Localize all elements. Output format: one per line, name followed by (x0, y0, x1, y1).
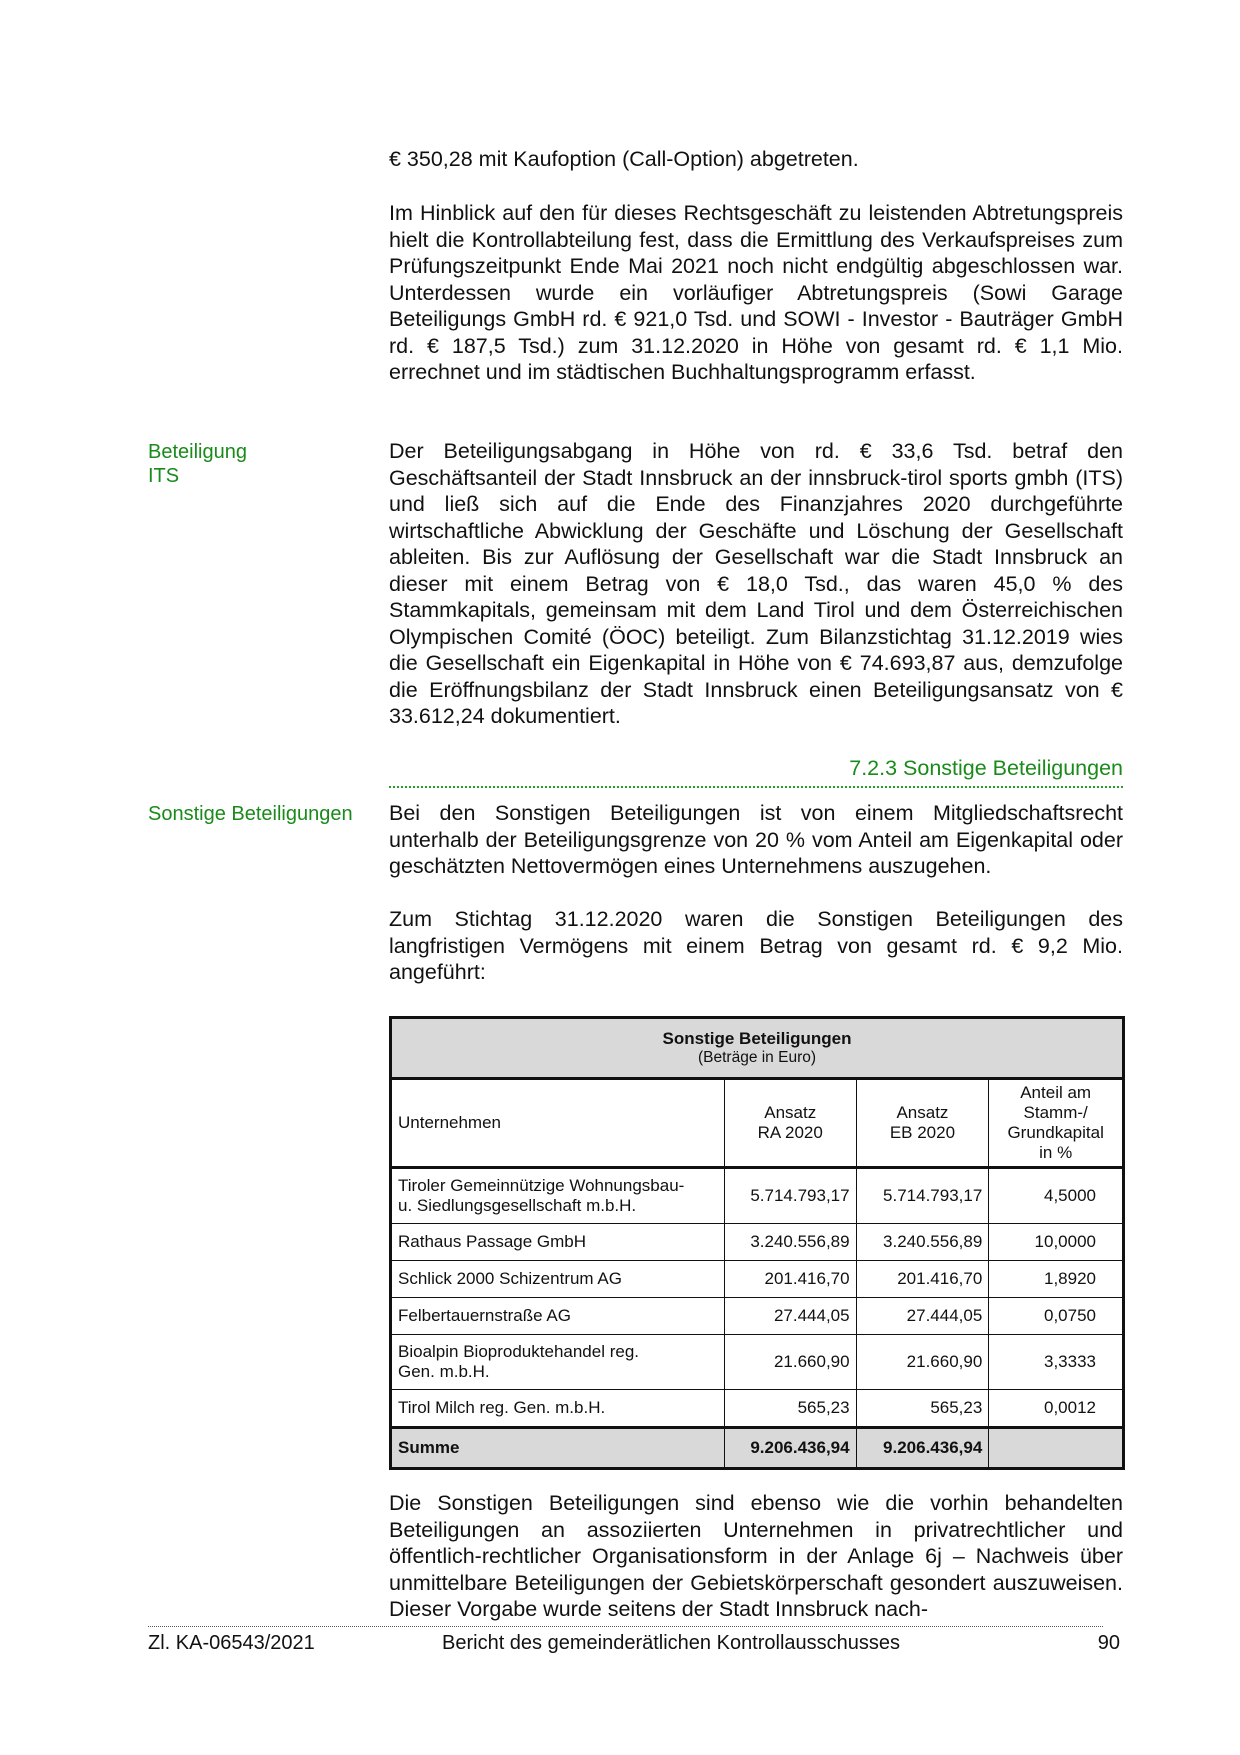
paragraph-text: € 350,28 mit Kaufoption (Call-Option) abgetreten. (389, 147, 859, 171)
margin-label-beteiligung-its (148, 440, 247, 488)
company-line: Gen. m.b.H. (398, 1362, 490, 1381)
cell-eb: 201.416,70 (856, 1261, 989, 1298)
margin-label-sonstige: Sonstige Beteiligungen (148, 803, 353, 825)
cell-eb: 565,23 (856, 1390, 989, 1428)
cell-pct: 10,0000 (989, 1224, 1124, 1261)
table-sum-row (391, 1428, 1124, 1469)
header-line: Grundkapital (1007, 1123, 1104, 1142)
sonstige-beteiligungen-table (389, 1016, 1125, 1470)
cell-eb: 5.714.793,17 (856, 1168, 989, 1224)
table-row (391, 1224, 1124, 1261)
footer-title: Bericht des gemeinderätlichen Kontrollausschusses (442, 1632, 901, 1654)
cell-ra: 565,23 (724, 1390, 856, 1428)
cell-ra: 201.416,70 (724, 1261, 856, 1298)
page-number: 90 (1097, 1632, 1120, 1654)
company-line: Bioalpin Bioproduktehandel reg. (398, 1342, 640, 1361)
header-line: Ansatz (896, 1103, 949, 1122)
column-header-ra (724, 1079, 856, 1168)
cell-pct: 1,8920 (989, 1261, 1124, 1298)
cell-eb: 21.660,90 (856, 1335, 989, 1390)
cell-pct: 0,0012 (989, 1390, 1124, 1428)
sum-label: Summe (391, 1428, 725, 1469)
header-line: EB 2020 (889, 1123, 956, 1142)
section-divider (389, 786, 1123, 788)
table-title-row (391, 1018, 1124, 1079)
header-line: in % (1039, 1143, 1073, 1162)
section-heading: 7.2.3 Sonstige Beteiligungen (849, 756, 1123, 780)
cell-eb: 27.444,05 (856, 1298, 989, 1335)
cell-company: Rathaus Passage GmbH (391, 1224, 725, 1261)
column-header-company: Unternehmen (391, 1079, 725, 1168)
header-line: Stamm-/ (1023, 1103, 1088, 1122)
sum-pct (989, 1428, 1124, 1469)
table-title (391, 1018, 1124, 1079)
cell-company: Schlick 2000 Schizentrum AG (391, 1261, 725, 1298)
paragraph-abtretungspreis (389, 200, 1123, 386)
paragraph-call-option (389, 146, 1123, 173)
paragraph-sonstige-definition (389, 800, 1123, 880)
cell-company: Felbertauernstraße AG (391, 1298, 725, 1335)
paragraph-its (389, 438, 1123, 730)
sum-ra: 9.206.436,94 (724, 1428, 856, 1469)
paragraph-stichtag (389, 906, 1123, 986)
margin-label-line: ITS (148, 465, 180, 487)
table-title-text: Sonstige Beteiligungen (662, 1029, 852, 1048)
cell-company (391, 1335, 725, 1390)
table-row (391, 1390, 1124, 1428)
paragraph-text: Der Beteiligungsabgang in Höhe von rd. € 33,6 Tsd. betraf den Geschäftsanteil der Stadt Innsbruck an der innsbruck-tirol sports gmbh (ITS) und ließ sich auf die Ende des Finanzjahres 2020 durchgeführte wirtschaftliche Abwicklung der Geschäfte und Löschung der Gesellschaft ableiten. Bis zur Auflösung der Gesellschaft war die Stadt Innsbruck an dieser mit einem Betrag von € 18,0 Tsd., das waren 45,0 % des Stammkapitals, gemeinsam mit dem Land Tirol und dem Österreichischen Olympischen Comité (ÖOC) beteiligt. Zum Bilanzstichtag 31.12.2019 wies die Gesellschaft ein Eigenkapital in Höhe von € 74.693,87 aus, demzufolge die Eröffnungsbilanz der Stadt Innsbruck einen Beteiligungsansatz von € 33.612,24 dokumentiert. (389, 439, 1123, 728)
cell-company: Tirol Milch reg. Gen. m.b.H. (391, 1390, 725, 1428)
header-line: Anteil am (1020, 1083, 1092, 1102)
cell-ra: 5.714.793,17 (724, 1168, 856, 1224)
paragraph-text: Die Sonstigen Beteiligungen sind ebenso wie die vorhin behandelten Beteiligungen an assoziierten Unternehmen in privatrechtlicher und öffentlich-rechtlicher Organisationsform in der Anlage 6j – Nachweis über unmittelbare Beteiligungen der Gebietskörperschaft gesondert auszuweisen. Dieser Vorgabe wurde seitens der Stadt Innsbruck nach- (389, 1491, 1123, 1621)
cell-pct: 4,5000 (989, 1168, 1124, 1224)
table-row (391, 1168, 1124, 1224)
cell-pct: 0,0750 (989, 1298, 1124, 1335)
table-row (391, 1335, 1124, 1390)
footer-divider (148, 1626, 1103, 1627)
company-line: Tiroler Gemeinnützige Wohnungsbau- (398, 1176, 685, 1195)
table-header-row (391, 1079, 1124, 1168)
paragraph-text: Bei den Sonstigen Beteiligungen ist von einem Mitgliedschaftsrecht unterhalb der Beteiligungsgrenze von 20 % vom Anteil am Eigenkapital oder geschätzten Nettovermögen eines Unternehmens auszugehen. (389, 801, 1123, 878)
cell-pct: 3,3333 (989, 1335, 1124, 1390)
company-line: u. Siedlungsgesellschaft m.b.H. (398, 1196, 637, 1215)
footer-reference: Zl. KA-06543/2021 (148, 1632, 315, 1654)
cell-ra: 21.660,90 (724, 1335, 856, 1390)
column-header-eb (856, 1079, 989, 1168)
table-row (391, 1298, 1124, 1335)
paragraph-anlage-6j (389, 1490, 1123, 1623)
column-header-pct (989, 1079, 1124, 1168)
cell-ra: 27.444,05 (724, 1298, 856, 1335)
paragraph-text: Im Hinblick auf den für dieses Rechtsgeschäft zu leistenden Abtretungspreis hielt die Kontrollabteilung fest, dass die Ermittlung des Verkaufspreises zum Prüfungszeitpunkt Ende Mai 2021 noch nicht endgültig abgeschlossen war. Unterdessen wurde ein vorläufiger Abtretungspreis (Sowi Garage Beteiligungs GmbH rd. € 921,0 Tsd. und SOWI - Investor - Bauträger GmbH rd. € 187,5 Tsd.) zum 31.12.2020 in Höhe von gesamt rd. € 1,1 Mio. errechnet und im städtischen Buchhaltungsprogramm erfasst. (389, 201, 1123, 384)
header-line: RA 2020 (757, 1123, 823, 1142)
cell-ra: 3.240.556,89 (724, 1224, 856, 1261)
paragraph-text: Zum Stichtag 31.12.2020 waren die Sonstigen Beteiligungen des langfristigen Vermögens mit einem Betrag von gesamt rd. € 9,2 Mio. angeführt: (389, 907, 1123, 984)
table-row (391, 1261, 1124, 1298)
cell-company (391, 1168, 725, 1224)
table-subtitle: (Beträge in Euro) (697, 1049, 817, 1066)
header-line: Ansatz (764, 1103, 817, 1122)
margin-label-line: Beteiligung (148, 441, 247, 463)
sum-eb: 9.206.436,94 (856, 1428, 989, 1469)
cell-eb: 3.240.556,89 (856, 1224, 989, 1261)
